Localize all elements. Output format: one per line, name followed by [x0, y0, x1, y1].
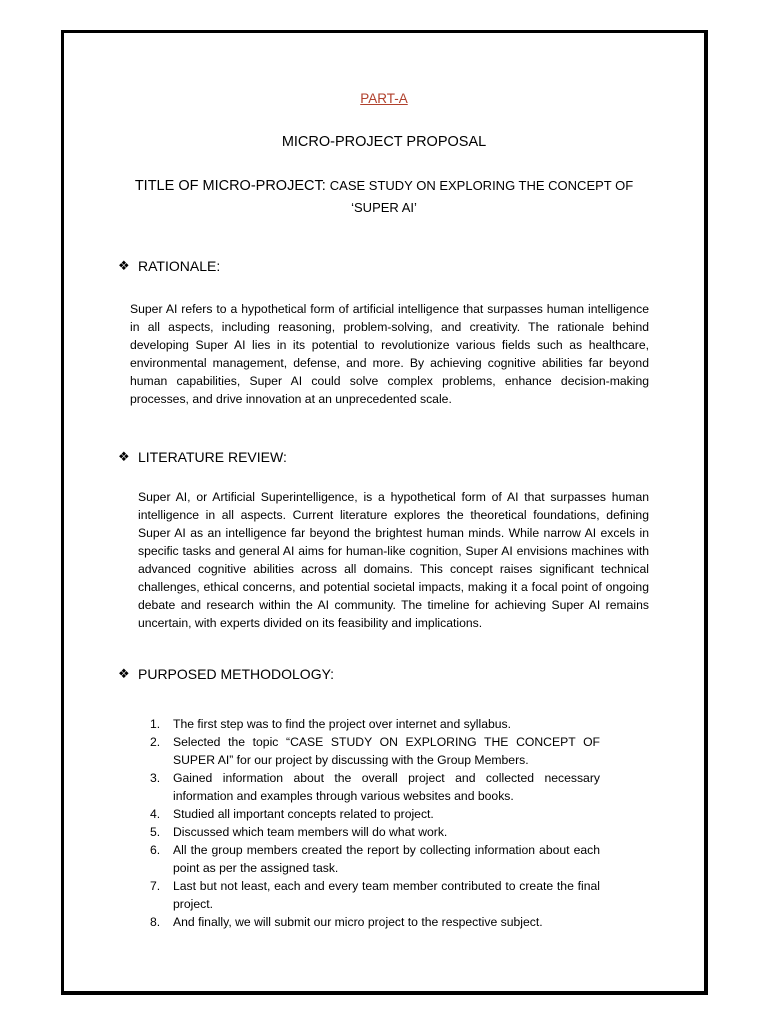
diamond-bullet-icon: ❖ [118, 449, 130, 464]
list-item: 8. And finally, we will submit our micro project to the respective subject. [150, 915, 543, 929]
title-label: TITLE OF MICRO-PROJECT: [134, 178, 326, 194]
literature-heading-text: LITERATURE REVIEW: [138, 449, 287, 465]
diamond-bullet-icon: ❖ [118, 258, 130, 273]
list-item: 2. Selected the topic “CASE STUDY ON EXPLORING THE CONCEPT OF SUPER AI” for our project by discussing with the Group Members. [150, 735, 600, 767]
project-title [0, 175, 768, 219]
methodology-heading [118, 666, 334, 682]
title-line2: ‘SUPER AI’ [351, 200, 417, 215]
part-label: PART-A [360, 91, 408, 106]
list-item: 7. Last but not least, each and every team member contributed to create the final project. [150, 879, 600, 911]
title-line1: CASE STUDY ON EXPLORING THE CONCEPT OF [329, 178, 634, 193]
rationale-heading-text: RATIONALE: [138, 258, 221, 274]
rationale-paragraph: Super AI refers to a hypothetical form of artificial intelligence that surpasses human intelligence in all aspects, including reasoning, problem-solving, and creativity. The rationale behind developing Super AI lies in its potential to revolutionize various fields such as healthcare, environmental management, defense, and more. By achieving cognitive abilities far beyond human capabilities, Super AI could solve complex problems, enhance decision-making processes, and drive innovation at an unprecedented scale. [130, 302, 649, 406]
proposal-heading: MICRO-PROJECT PROPOSAL [281, 134, 487, 150]
literature-paragraph: Super AI, or Artificial Superintelligence, is a hypothetical form of AI that surpasses human intelligence in all aspects. Current literature explores the theoretical foundations, defining Super AI as an intelligence far beyond the brightest human minds. While narrow AI excels in specific tasks and general AI aims for human-like cognition, Super AI envisions machines with advanced cognitive abilities across all domains. This concept raises significant technical challenges, ethical concerns, and potential societal impacts, making it a focal point of ongoing debate and research within the AI community. The timeline for achieving Super AI remains uncertain, with experts divided on its feasibility and implications. [138, 490, 649, 630]
list-item: 4. Studied all important concepts related to project. [150, 807, 434, 821]
rationale-heading [118, 258, 220, 274]
list-item: 5. Discussed which team members will do what work. [150, 825, 448, 839]
diamond-bullet-icon: ❖ [118, 666, 130, 681]
literature-heading [118, 449, 287, 465]
methodology-list [150, 715, 600, 931]
list-item: 1. The first step was to find the project over internet and syllabus. [150, 717, 512, 731]
list-item: 3. Gained information about the overall project and collected necessary information and examples through various websites and books. [150, 771, 600, 803]
methodology-heading-text: PURPOSED METHODOLOGY: [138, 666, 335, 682]
list-item: 6. All the group members created the report by collecting information about each point as per the assigned task. [150, 843, 600, 875]
